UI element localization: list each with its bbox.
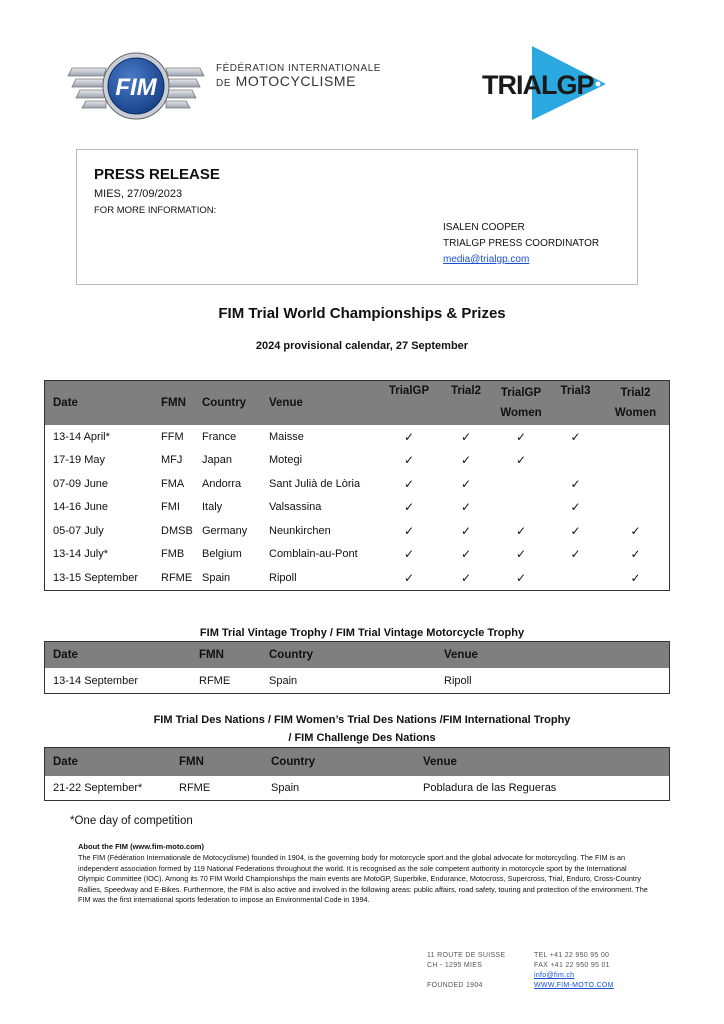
- contact-name: ISALEN COOPER: [443, 222, 525, 233]
- cell-fmn: FFM: [161, 430, 184, 443]
- cell-fmn: FMB: [161, 548, 185, 561]
- col-country: Country: [263, 748, 415, 776]
- table-row: [45, 543, 669, 567]
- check-trialgp-women: ✓: [515, 453, 527, 468]
- check-trialgp-women: [493, 472, 549, 496]
- cell-date: 13-14 September: [53, 674, 138, 687]
- cell-country: Belgium: [202, 548, 242, 561]
- footer-address-line1: 11 ROUTE DE SUISSE: [427, 952, 506, 959]
- cell-date: 14-16 June: [53, 501, 109, 514]
- table-row: [45, 496, 669, 520]
- table-row: [45, 425, 669, 449]
- col-trialgp-women: TrialGP Women: [493, 381, 549, 425]
- cell-venue: Maisse: [269, 430, 304, 443]
- about-title: About the FIM (www.fim-moto.com): [78, 842, 204, 851]
- cell-date: 13-14 July*: [53, 548, 109, 561]
- check-trial2: ✓: [460, 476, 472, 491]
- cell-country: Spain: [269, 674, 298, 687]
- cell-fmn: FMA: [161, 477, 185, 490]
- cell-country: Italy: [202, 501, 223, 514]
- calendar-table: [44, 380, 670, 591]
- check-trialgp-women: ✓: [515, 429, 527, 444]
- check-trialgp: ✓: [403, 453, 415, 468]
- cell-venue: Ripoll: [444, 674, 472, 687]
- trialgp-logo-text: TRIALGP: [482, 70, 594, 100]
- about-text: The FIM (Fédération Internationale de Motocyclisme) founded in 1904, is the governing body for motorcycle sport and the global advocate for motorcycling. The FIM is an independent association formed by 119 National Federations throughout the world. It is recognised as the sole competent authority in motorcycle sport by the International Olympic Committee (IOC). Among its 70 FIM World Championships the main events are MotoGP, Superbike, Endurance, Motocross, Supercross, Trial, Enduro, Cross-Country Rallies, Speedway and E-Bikes. Furthermore, the FIM is also active and involved in the following areas: public affairs, road safety, touring and protection of the environment. The FIM was the first international sports federation to impose an Environmental Code in 1994.: [78, 853, 648, 905]
- contact-email-link[interactable]: media@trialgp.com: [443, 254, 530, 265]
- cell-country: Spain: [271, 782, 300, 794]
- cell-country: France: [202, 430, 237, 443]
- check-trial2-women: [602, 472, 669, 496]
- col-date: Date: [45, 381, 153, 425]
- col-country: Country: [261, 642, 436, 668]
- cell-venue: Motegi: [269, 454, 303, 467]
- col-fmn: FMN: [171, 748, 263, 776]
- check-trial2-women: [602, 496, 669, 520]
- check-trial3: [549, 449, 602, 473]
- cell-date: 05-07 July: [53, 524, 104, 537]
- cell-date: 13-15 September: [53, 571, 138, 584]
- fim-name-line2: MOTOCYCLISME: [235, 73, 357, 89]
- fim-name-line2-prefix: DE: [216, 78, 232, 89]
- footer-tel: TEL +41 22 950 95 00: [534, 952, 610, 959]
- table-row: [45, 776, 669, 800]
- col-venue: Venue: [261, 381, 379, 425]
- press-release-title: PRESS RELEASE: [94, 166, 220, 183]
- cell-fmn: FMI: [161, 501, 180, 514]
- press-release-date: MIES, 27/09/2023: [94, 188, 183, 200]
- table-row: [45, 668, 669, 693]
- col-trialgp: TrialGP: [379, 381, 439, 425]
- des-nations-header-row: [45, 748, 669, 776]
- col-venue: Venue: [415, 748, 669, 776]
- cell-country: Andorra: [202, 477, 242, 490]
- cell-fmn: MFJ: [161, 454, 183, 467]
- check-trial2-women: [602, 449, 669, 473]
- des-nations-title-line2: / FIM Challenge Des Nations: [288, 732, 436, 744]
- col-fmn: FMN: [191, 642, 261, 668]
- check-trial2: ✓: [460, 570, 472, 585]
- trialgp-logo: [480, 44, 610, 122]
- fim-logo-text: FIM: [115, 74, 157, 101]
- check-trial2-women: ✓: [630, 570, 641, 585]
- cell-venue: Pobladura de las Regueras: [423, 782, 557, 794]
- check-trialgp: ✓: [403, 523, 415, 538]
- table-row: [45, 449, 669, 473]
- check-trialgp: ✓: [403, 476, 415, 491]
- footer-web-link[interactable]: WWW.FIM-MOTO.COM: [534, 982, 614, 989]
- check-trialgp: ✓: [403, 547, 415, 562]
- col-fmn: FMN: [153, 381, 194, 425]
- cell-date: 21-22 September*: [53, 782, 143, 794]
- col-trial2: Trial2: [439, 381, 493, 425]
- col-trial3: Trial3: [549, 381, 602, 425]
- col-venue: Venue: [436, 642, 669, 668]
- more-information-label: FOR MORE INFORMATION:: [94, 205, 217, 216]
- check-trialgp: ✓: [403, 570, 415, 585]
- footer-address-line2: CH - 1295 MIES: [427, 962, 483, 969]
- check-trial2: ✓: [460, 429, 472, 444]
- check-trialgp: ✓: [403, 500, 415, 515]
- cell-date: 17-19 May: [53, 454, 105, 467]
- cell-country: Germany: [202, 524, 248, 537]
- check-trial2: ✓: [460, 547, 472, 562]
- check-trial3: ✓: [570, 476, 581, 491]
- footer-founded: FOUNDED 1904: [427, 982, 483, 989]
- cell-venue: Comblain-au-Pont: [269, 548, 358, 561]
- contact-role: TRIALGP PRESS COORDINATOR: [443, 238, 600, 249]
- check-trial2-women: ✓: [630, 523, 641, 538]
- footnote: *One day of competition: [70, 815, 193, 827]
- check-trial2-women: ✓: [630, 547, 641, 562]
- footer-email-link[interactable]: info@fim.ch: [534, 972, 575, 979]
- col-date: Date: [45, 748, 171, 776]
- des-nations-table: [44, 747, 670, 801]
- vintage-header-row: [45, 642, 669, 668]
- check-trial3: ✓: [570, 500, 581, 515]
- cell-venue: Sant Julià de Lòria: [269, 477, 361, 490]
- table-row: [45, 519, 669, 543]
- cell-fmn: RFME: [161, 571, 193, 584]
- col-date: Date: [45, 642, 191, 668]
- cell-fmn: RFME: [179, 782, 211, 794]
- check-trialgp: ✓: [403, 429, 415, 444]
- check-trial3: ✓: [570, 523, 581, 538]
- des-nations-title-line1: FIM Trial Des Nations / FIM Women’s Trial Des Nations /FIM International Trophy: [153, 714, 571, 726]
- check-trial2: ✓: [460, 500, 472, 515]
- check-trial2-women: [602, 425, 669, 449]
- fim-federation-name: [216, 63, 381, 90]
- fim-logo: [66, 50, 206, 122]
- fim-name-line1: FÉDÉRATION INTERNATIONALE: [216, 63, 381, 74]
- cell-date: 07-09 June: [53, 477, 109, 490]
- check-trialgp-women: ✓: [515, 547, 527, 562]
- cell-fmn: DMSB: [161, 524, 193, 537]
- footer-fax: FAX +41 22 950 95 01: [534, 962, 610, 969]
- calendar-subtitle: 2024 provisional calendar, 27 September: [255, 340, 469, 352]
- cell-venue: Valsassina: [269, 501, 322, 514]
- cell-date: 13-14 April*: [53, 430, 110, 443]
- check-trialgp-women: [493, 496, 549, 520]
- check-trial3: [549, 566, 602, 590]
- check-trialgp-women: ✓: [515, 523, 527, 538]
- check-trial3: ✓: [570, 429, 581, 444]
- check-trial3: ✓: [570, 547, 581, 562]
- col-trial2-women: Trial2 Women: [602, 381, 669, 425]
- check-trialgp-women: ✓: [515, 570, 527, 585]
- main-title: FIM Trial World Championships & Prizes: [218, 305, 506, 322]
- cell-country: Japan: [202, 454, 232, 467]
- check-trial2: ✓: [460, 453, 472, 468]
- cell-venue: Ripoll: [269, 571, 297, 584]
- check-trial2: ✓: [460, 523, 472, 538]
- table-row: [45, 566, 669, 590]
- vintage-title: FIM Trial Vintage Trophy / FIM Trial Vintage Motorcycle Trophy: [199, 627, 525, 639]
- col-country: Country: [194, 381, 261, 425]
- cell-fmn: RFME: [199, 674, 231, 687]
- table-row: [45, 472, 669, 496]
- cell-country: Spain: [202, 571, 231, 584]
- vintage-table: [44, 641, 670, 694]
- cell-venue: Neunkirchen: [269, 524, 331, 537]
- calendar-header-row: [45, 381, 669, 425]
